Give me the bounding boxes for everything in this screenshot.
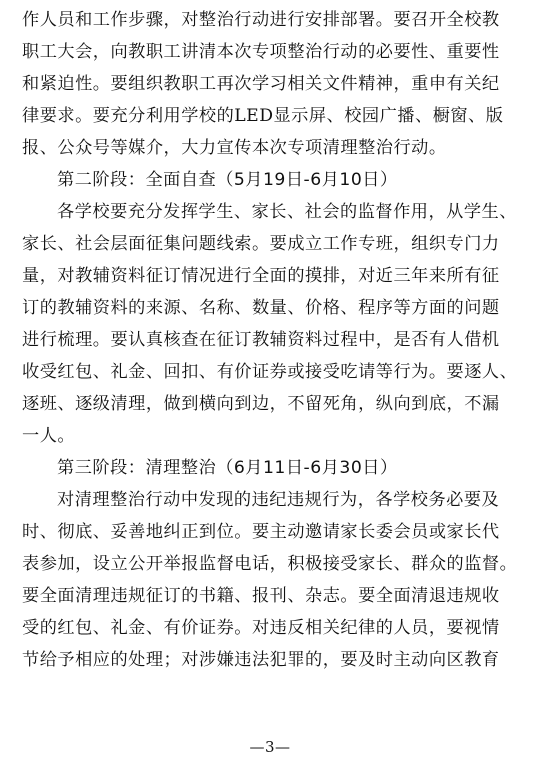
body-text-line: 时、彻底、妥善地纠正到位。要主动邀请家长委会员或家长代 (22, 522, 500, 542)
body-text-line: 家长、社会层面征集问题线索。要成立工作专班，组织专门力 (22, 234, 500, 254)
body-text-line: 节给予相应的处理；对涉嫌违法犯罪的，要及时主动向区教育 (22, 650, 500, 670)
body-text-line: 作人员和工作步骤，对整治行动进行安排部署。要召开全校教 (22, 10, 500, 30)
body-text-line: 受的红包、礼金、有价证券。对违反相关纪律的人员，要视情 (22, 618, 500, 638)
body-text-line: 和紧迫性。要组织教职工再次学习相关文件精神，重申有关纪 (22, 74, 500, 94)
document-page (22, 4, 520, 676)
body-text-line: 律要求。要充分利用学校的LED显示屏、校园广播、橱窗、版 (22, 106, 504, 126)
body-text-line: 一人。 (22, 426, 76, 446)
body-text-line: 报、公众号等媒介，大力宣传本次专项清理整治行动。 (22, 138, 447, 158)
body-text-line: 各学校要充分发挥学生、家长、社会的监督作用，从学生、 (57, 202, 517, 222)
body-text-line: 职工大会，向教职工讲清本次专项整治行动的必要性、重要性 (22, 42, 500, 62)
body-text-line: 逐班、逐级清理，做到横向到边，不留死角，纵向到底，不漏 (22, 394, 500, 414)
section-heading-stage-3: 第三阶段：清理整治（6月11日-6月30日） (57, 458, 398, 478)
body-text-line: 量，对教辅资料征订情况进行全面的摸排，对近三年来所有征 (22, 266, 500, 286)
section-heading-stage-2: 第二阶段：全面自查（5月19日-6月10日） (57, 170, 398, 190)
page-number: —3— (249, 738, 291, 756)
body-text-line: 进行梳理。要认真核查在征订教辅资料过程中，是否有人借机 (22, 330, 500, 350)
body-text-line: 要全面清理违规征订的书籍、报刊、杂志。要全面清退违规收 (22, 586, 500, 606)
body-text-line: 订的教辅资料的来源、名称、数量、价格、程序等方面的问题 (22, 298, 500, 318)
body-text-line: 表参加，设立公开举报监督电话，积极接受家长、群众的监督。 (22, 554, 518, 574)
body-text-line: 对清理整治行动中发现的违纪违规行为，各学校务必要及 (57, 490, 500, 510)
body-text-line: 收受红包、礼金、回扣、有价证券或接受吃请等行为。要逐人、 (22, 362, 518, 382)
